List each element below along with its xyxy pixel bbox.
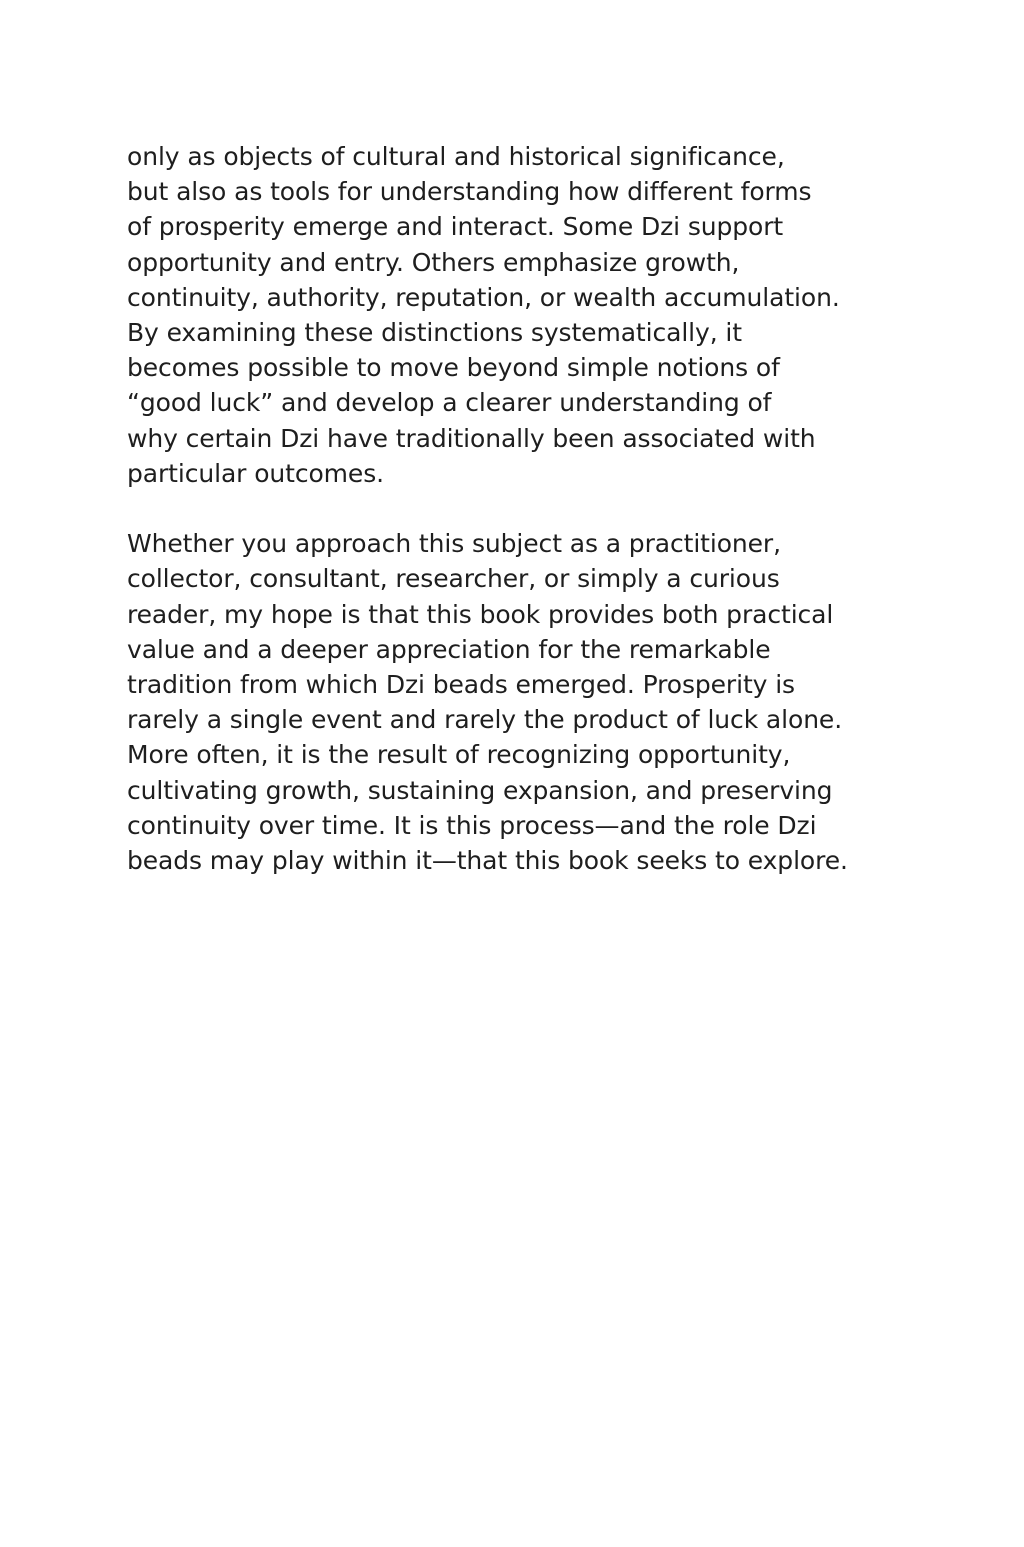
text-line: Whether you approach this subject as a practitioner, bbox=[127, 529, 781, 559]
text-line: cultivating growth, sustaining expansion, and preserving bbox=[127, 775, 833, 805]
text-line: By examining these distinctions systematically, it bbox=[127, 318, 742, 348]
paragraph-1 bbox=[127, 139, 907, 491]
text-line: beads may play within it—that this book seeks to explore. bbox=[127, 846, 848, 876]
text-line: “good luck” and develop a clearer understanding of bbox=[127, 388, 772, 418]
text-line: tradition from which Dzi beads emerged. Prosperity is bbox=[127, 670, 795, 700]
text-line: opportunity and entry. Others emphasize growth, bbox=[127, 247, 740, 277]
text-line: particular outcomes. bbox=[127, 458, 384, 488]
text-line: value and a deeper appreciation for the remarkable bbox=[127, 634, 771, 664]
text-line: but also as tools for understanding how different forms bbox=[127, 177, 812, 207]
text-line: becomes possible to move beyond simple notions of bbox=[127, 353, 780, 383]
text-line: continuity over time. It is this process—and the role Dzi bbox=[127, 810, 817, 840]
paragraph-2 bbox=[127, 526, 907, 878]
paragraph-spacer bbox=[127, 491, 907, 526]
text-line: rarely a single event and rarely the product of luck alone. bbox=[127, 705, 843, 735]
body-text bbox=[127, 139, 907, 878]
text-line: More often, it is the result of recognizing opportunity, bbox=[127, 740, 791, 770]
text-line: reader, my hope is that this book provides both practical bbox=[127, 599, 834, 629]
text-line: why certain Dzi have traditionally been associated with bbox=[127, 423, 816, 453]
text-line: only as objects of cultural and historical significance, bbox=[127, 142, 785, 171]
text-line: continuity, authority, reputation, or wealth accumulation. bbox=[127, 282, 840, 312]
text-line: collector, consultant, researcher, or simply a curious bbox=[127, 564, 780, 594]
text-line: of prosperity emerge and interact. Some Dzi support bbox=[127, 212, 784, 242]
